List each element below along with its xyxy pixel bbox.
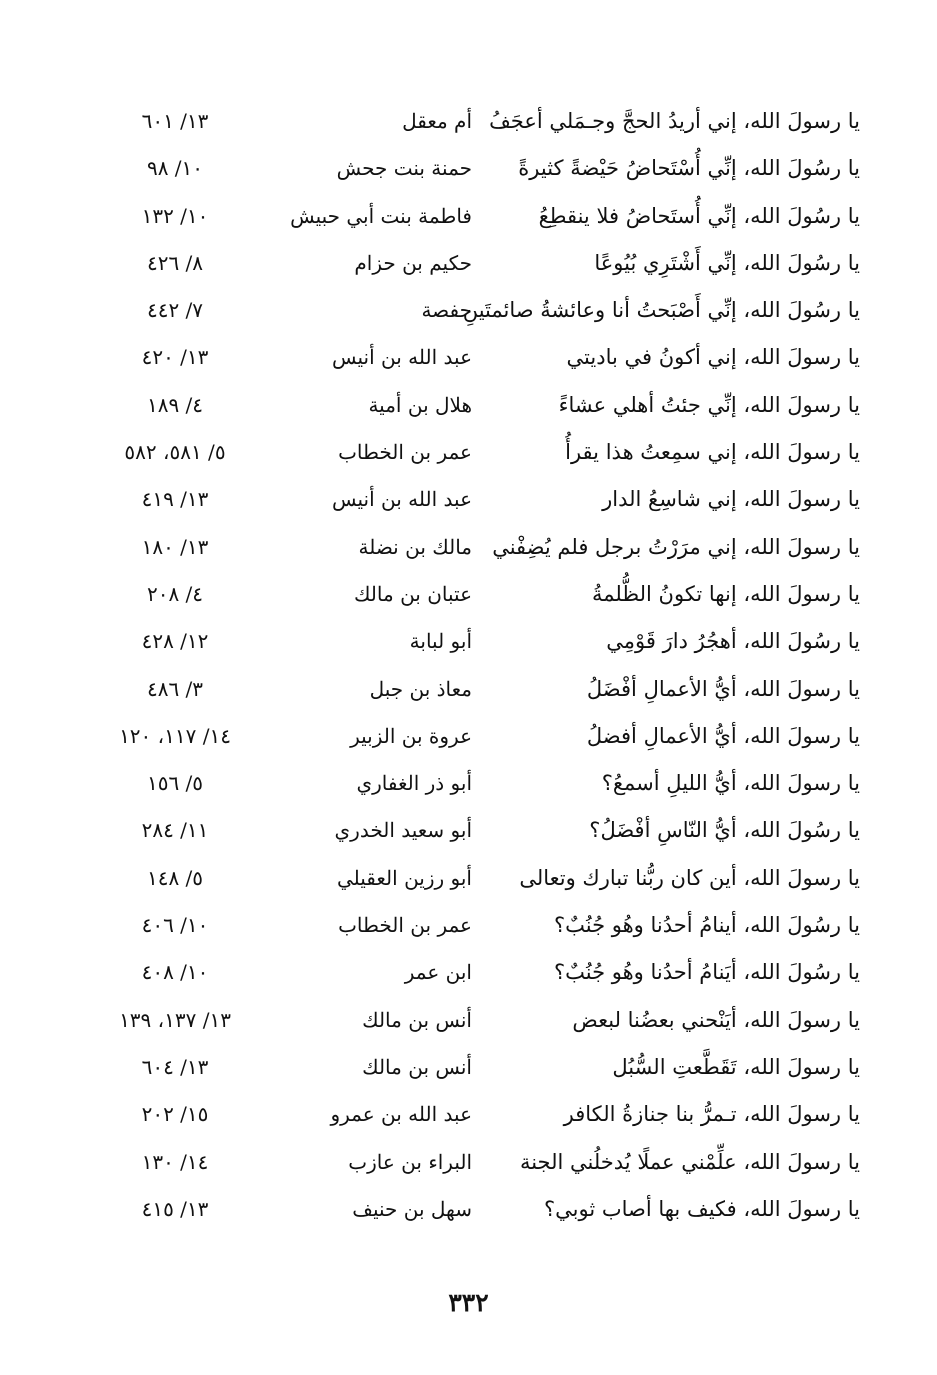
volume-page-reference: ١٣/ ٦٠٤ [141, 1054, 209, 1079]
index-row [90, 287, 860, 334]
index-row [90, 193, 860, 240]
hadith-opening-text: يا رسولَ الله، أيُّ الأعمالِ أفضلُ [586, 723, 860, 748]
index-row [90, 571, 860, 618]
hadith-opening-text: يا رسولَ الله، فكيف بها أصاب ثوبي؟ [543, 1196, 860, 1221]
volume-page-reference: ٤/ ١٨٩ [146, 392, 204, 417]
index-row [90, 524, 860, 571]
narrator-name: عبد الله بن عمرو [330, 1102, 472, 1127]
hadith-opening-text: يا رسولَ الله، إني شاسِعُ الدار [602, 487, 860, 512]
narrator-name: هلال بن أمية [368, 392, 472, 417]
narrator-name: ابن عمر [404, 960, 472, 985]
narrator-name: معاذ بن جبل [369, 676, 472, 701]
index-row [90, 997, 860, 1044]
index-row [90, 1139, 860, 1186]
page-number: ٣٣٢ [448, 1288, 489, 1317]
index-row [90, 145, 860, 192]
index-row [90, 98, 860, 145]
hadith-opening-text: يا رسُولَ الله، أهجُرُ دارَ قَوْمِي [606, 629, 860, 654]
index-row [90, 382, 860, 429]
hadith-opening-text: يا رسولَ الله، إني مرَرْتُ برجل فلم يُضِفْني [492, 534, 860, 559]
index-row [90, 760, 860, 807]
hadith-opening-text: يا رسولَ الله، إني أكونُ في باديتي [566, 345, 860, 370]
hadith-opening-text: يا رسولَ الله، أيُّ الليلِ أسمعُ؟ [601, 771, 860, 796]
hadith-opening-text: يا رسُولَ الله، إنِّي أَصْبَحتُ أنا وعائشةُ صائمتَينِ [462, 298, 860, 323]
volume-page-reference: ١٣/ ١٨٠ [141, 534, 209, 559]
volume-page-reference: ١٠/ ٤٠٨ [141, 960, 209, 985]
index-row [90, 429, 860, 476]
volume-page-reference: ٨/ ٤٢٦ [146, 250, 204, 275]
hadith-opening-text: يا رسُولَ الله، أينامُ أحدُنا وهُو جُنُبٌ؟ [553, 913, 860, 938]
volume-page-reference: ٤/ ٢٠٨ [146, 581, 204, 606]
volume-page-reference: ١٤/ ١٣٠ [141, 1149, 209, 1174]
volume-page-reference: ٣/ ٤٨٦ [146, 676, 204, 701]
index-row [90, 618, 860, 665]
index-row [90, 666, 860, 713]
narrator-name: سهل بن حنيف [352, 1196, 472, 1221]
hadith-opening-text: يا رسُولَ الله، إنِّي أُستَحاضُ فلا ينقطِعُ [538, 203, 860, 228]
narrator-name: عتبان بن مالك [353, 581, 472, 606]
volume-page-reference: ١٣/ ١٣٧، ١٣٩ [119, 1007, 231, 1032]
volume-page-reference: ٥/ ٥٨١، ٥٨٢ [124, 440, 226, 465]
hadith-opening-text: يا رسولَ الله، أيَنْحني بعضُنا لبعض [572, 1007, 860, 1032]
volume-page-reference: ١٢/ ٤٢٨ [141, 629, 209, 654]
index-row [90, 855, 860, 902]
hadith-opening-text: يا رسولَ الله، علِّمْني عملًا يُدخلُني الجنة [519, 1149, 860, 1174]
index-row [90, 240, 860, 287]
hadith-opening-text: يا رسولَ الله، إني سمِعتُ هذا يقرأُ [565, 440, 860, 465]
volume-page-reference: ٥/ ١٤٨ [146, 865, 204, 890]
index-row [90, 713, 860, 760]
hadith-opening-text: يا رسولَ الله، أيُّ الأعمالِ أفْضَلُ [586, 676, 860, 701]
hadith-opening-text: يا رسولَ الله، إنها تكونُ الظُّلمةُ [592, 581, 860, 606]
hadith-opening-text: يا رسُولَ الله، إنِّي أُسْتَحاضُ حَيْضةً كثيرةً [518, 156, 860, 181]
index-row [90, 807, 860, 854]
narrator-name: أبو لبابة [409, 629, 472, 654]
narrator-name: أنس بن مالك [362, 1007, 472, 1032]
narrator-name: أنس بن مالك [362, 1054, 472, 1079]
narrator-name: عبد الله بن أنيس [332, 487, 472, 512]
narrator-name: حفصة [421, 298, 472, 323]
volume-page-reference: ١٥/ ٢٠٢ [141, 1102, 209, 1127]
volume-page-reference: ١٣/ ٦٠١ [141, 109, 209, 133]
volume-page-reference: ١٠/ ٤٠٦ [141, 913, 209, 938]
hadith-opening-text: يا رسولَ الله، تـمرُّ بنا جنازةُ الكافر [563, 1102, 860, 1127]
hadith-opening-text: يا رسُولَ الله، أيُّ النّاسِ أفْضَلُ؟ [589, 818, 860, 843]
hadith-index-table [90, 98, 860, 1233]
index-row [90, 1044, 860, 1091]
volume-page-reference: ٧/ ٤٤٢ [146, 298, 204, 323]
narrator-name: عروة بن الزبير [350, 723, 472, 748]
narrator-name: أبو سعيد الخدري [334, 818, 472, 843]
volume-page-reference: ١٤/ ١١٧، ١٢٠ [119, 723, 231, 748]
index-row [90, 902, 860, 949]
hadith-opening-text: يا رسولَ الله، إني أريدُ الحجَّ وجـمَلي أعجَفُ [489, 109, 860, 133]
narrator-name: حكيم بن حزام [354, 250, 472, 275]
volume-page-reference: ١٣/ ٤١٩ [141, 487, 209, 512]
volume-page-reference: ١١/ ٢٨٤ [141, 818, 209, 843]
narrator-name: عمر بن الخطاب [338, 913, 472, 938]
narrator-name: البراء بن عازب [348, 1149, 472, 1174]
index-row [90, 476, 860, 523]
hadith-opening-text: يا رسُولَ الله، أيَنامُ أحدُنا وهُو جُنُبٌ؟ [553, 960, 860, 985]
hadith-opening-text: يا رسولَ الله، تَقَطَّعتِ السُّبُل [612, 1054, 860, 1079]
volume-page-reference: ١٣/ ٤٢٠ [141, 345, 209, 370]
index-row [90, 949, 860, 996]
narrator-name: عمر بن الخطاب [338, 440, 472, 465]
index-row [90, 1091, 860, 1138]
volume-page-reference: ٥/ ١٥٦ [146, 771, 204, 796]
volume-page-reference: ١٠/ ١٣٢ [141, 203, 209, 228]
hadith-opening-text: يا رسُولَ الله، إنِّي أَشْتَرِي بُيُوعًا [594, 250, 860, 275]
narrator-name: فاطمة بنت أبي حبيش [290, 203, 472, 228]
volume-page-reference: ١٠/ ٩٨ [146, 156, 204, 181]
narrator-name: مالك بن نضلة [358, 534, 472, 559]
hadith-opening-text: يا رسولَ الله، أين كان ربُّنا تبارك وتعالى [519, 865, 860, 890]
volume-page-reference: ١٣/ ٤١٥ [141, 1196, 209, 1221]
narrator-name: أبو ذر الغفاري [356, 771, 472, 796]
index-row [90, 334, 860, 381]
index-row [90, 1186, 860, 1233]
narrator-name: حمنة بنت جحش [336, 156, 472, 181]
narrator-name: أبو رزين العقيلي [336, 865, 472, 890]
narrator-name: عبد الله بن أنيس [332, 345, 472, 370]
narrator-name: أم معقل [402, 109, 472, 133]
hadith-opening-text: يا رسولَ الله، إنِّي جئتُ أهلي عشاءً [558, 392, 860, 417]
